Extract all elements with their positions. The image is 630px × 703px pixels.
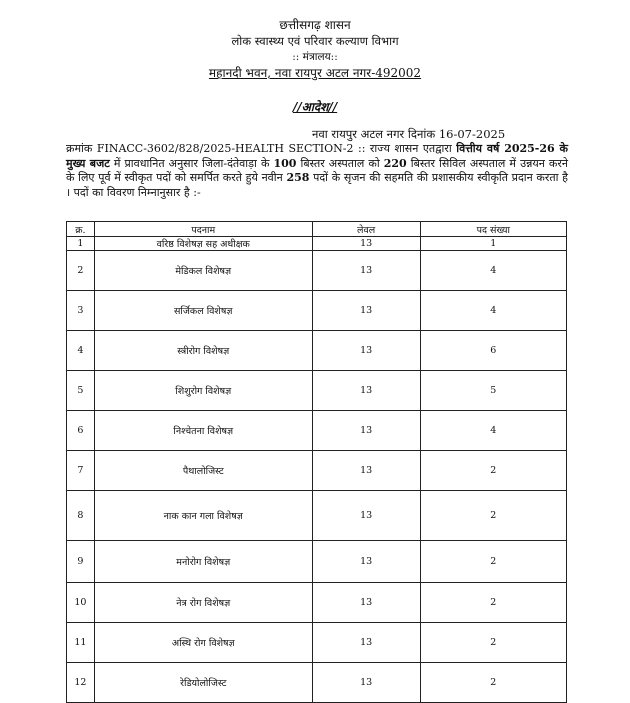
table-row [67,491,567,541]
cell-post: स्त्रीरोग विशेषज्ञ [94,331,312,371]
cell-level: 13 [312,451,420,491]
table-row [67,291,567,331]
table-row [67,583,567,623]
cell-post: मेडिकल विशेषज्ञ [94,251,312,291]
posts-total: 258 [286,171,310,184]
cell-count: 4 [420,291,566,331]
beds-new: 220 [383,156,407,170]
header-address: महानदी भवन, नवा रायपुर अटल नगर-492002 [208,66,422,80]
cell-count: 4 [420,411,566,451]
cell-count: 2 [420,541,566,583]
table-row [67,663,567,703]
cell-count: 6 [420,331,566,371]
cell-level: 13 [312,371,420,411]
paragraph-text-2: बिस्तर अस्पताल को [300,156,380,170]
table-row [67,623,567,663]
cell-post: मनोरोग विशेषज्ञ [94,541,312,583]
budget-text: वित्तीय वर्ष 2025-26 के मुख्य बजट [66,142,568,170]
cell-serial: 12 [67,663,95,703]
cell-serial: 3 [67,291,95,331]
cell-post: सर्जिकल विशेषज्ञ [94,291,312,331]
posts-table [66,221,567,703]
cell-level: 13 [312,663,420,703]
col-header-serial: क्र. [67,222,95,237]
table-row [67,371,567,411]
cell-serial: 2 [67,251,95,291]
table-row [67,451,567,491]
cell-serial: 7 [67,451,95,491]
order-paragraph [66,142,568,200]
cell-serial: 11 [67,623,95,663]
cell-level: 13 [312,491,420,541]
header-ministry: :: मंत्रालय:: [292,51,338,63]
cell-level: 13 [312,237,420,251]
cell-level: 13 [312,251,420,291]
cell-serial: 10 [67,583,95,623]
cell-serial: 8 [67,491,95,541]
col-header-level: लेवल [312,222,420,237]
cell-count: 2 [420,663,566,703]
order-title: //आदेश// [292,100,338,114]
table-row [67,331,567,371]
cell-level: 13 [312,331,420,371]
cell-serial: 6 [67,411,95,451]
cell-serial: 9 [67,541,95,583]
paragraph-text-4: पदों के सृजन की सहमति की प्रशासकीय स्वीकृति प्रदान करता है । पदों का विवरण निम्नानुसार है :- [66,171,568,199]
cell-count: 1 [420,237,566,251]
table-header-row [67,222,567,237]
cell-level: 13 [312,411,420,451]
header-government: छत्तीसगढ़ शासन [279,18,351,32]
cell-level: 13 [312,291,420,331]
header-department: लोक स्वास्थ्य एवं परिवार कल्याण विभाग [231,34,399,48]
cell-serial: 5 [67,371,95,411]
paragraph-text-3: बिस्तर सिविल अस्पताल में उन्नयन करने के लिए पूर्व में स्वीकृत पदों को समर्पित करते हुये नवीन [66,156,568,184]
cell-count: 2 [420,491,566,541]
cell-count: 2 [420,623,566,663]
table-row [67,237,567,251]
cell-serial: 4 [67,331,95,371]
col-header-post: पदनाम [94,222,312,237]
beds-old: 100 [273,156,297,170]
col-header-count: पद संख्या [420,222,566,237]
cell-serial: 1 [67,237,95,251]
cell-level: 13 [312,583,420,623]
cell-post: निश्चेतना विशेषज्ञ [94,411,312,451]
cell-count: 5 [420,371,566,411]
cell-post: वरिष्ठ विशेषज्ञ सह अधीक्षक [94,237,312,251]
cell-post: नाक कान गला विशेषज्ञ [94,491,312,541]
cell-count: 2 [420,451,566,491]
cell-post: रेडियोलोजिस्ट [94,663,312,703]
date-line: नवा रायपुर अटल नगर दिनांक 16-07-2025 [312,127,506,141]
cell-level: 13 [312,541,420,583]
table-row [67,251,567,291]
table-row [67,541,567,583]
table-row [67,411,567,451]
cell-post: शिशुरोग विशेषज्ञ [94,371,312,411]
reference-text: क्रमांक FINACC-3602/828/2025-HEALTH SECTION-2 :: राज्य शासन एतद्वारा [66,142,452,155]
paragraph-text-1: में प्रावधानित अनुसार जिला-दंतेवाड़ा के [113,156,270,170]
cell-post: नेत्र रोग विशेषज्ञ [94,583,312,623]
cell-count: 2 [420,583,566,623]
cell-post: पैथालोजिस्ट [94,451,312,491]
cell-count: 4 [420,251,566,291]
cell-level: 13 [312,623,420,663]
cell-post: अस्थि रोग विशेषज्ञ [94,623,312,663]
